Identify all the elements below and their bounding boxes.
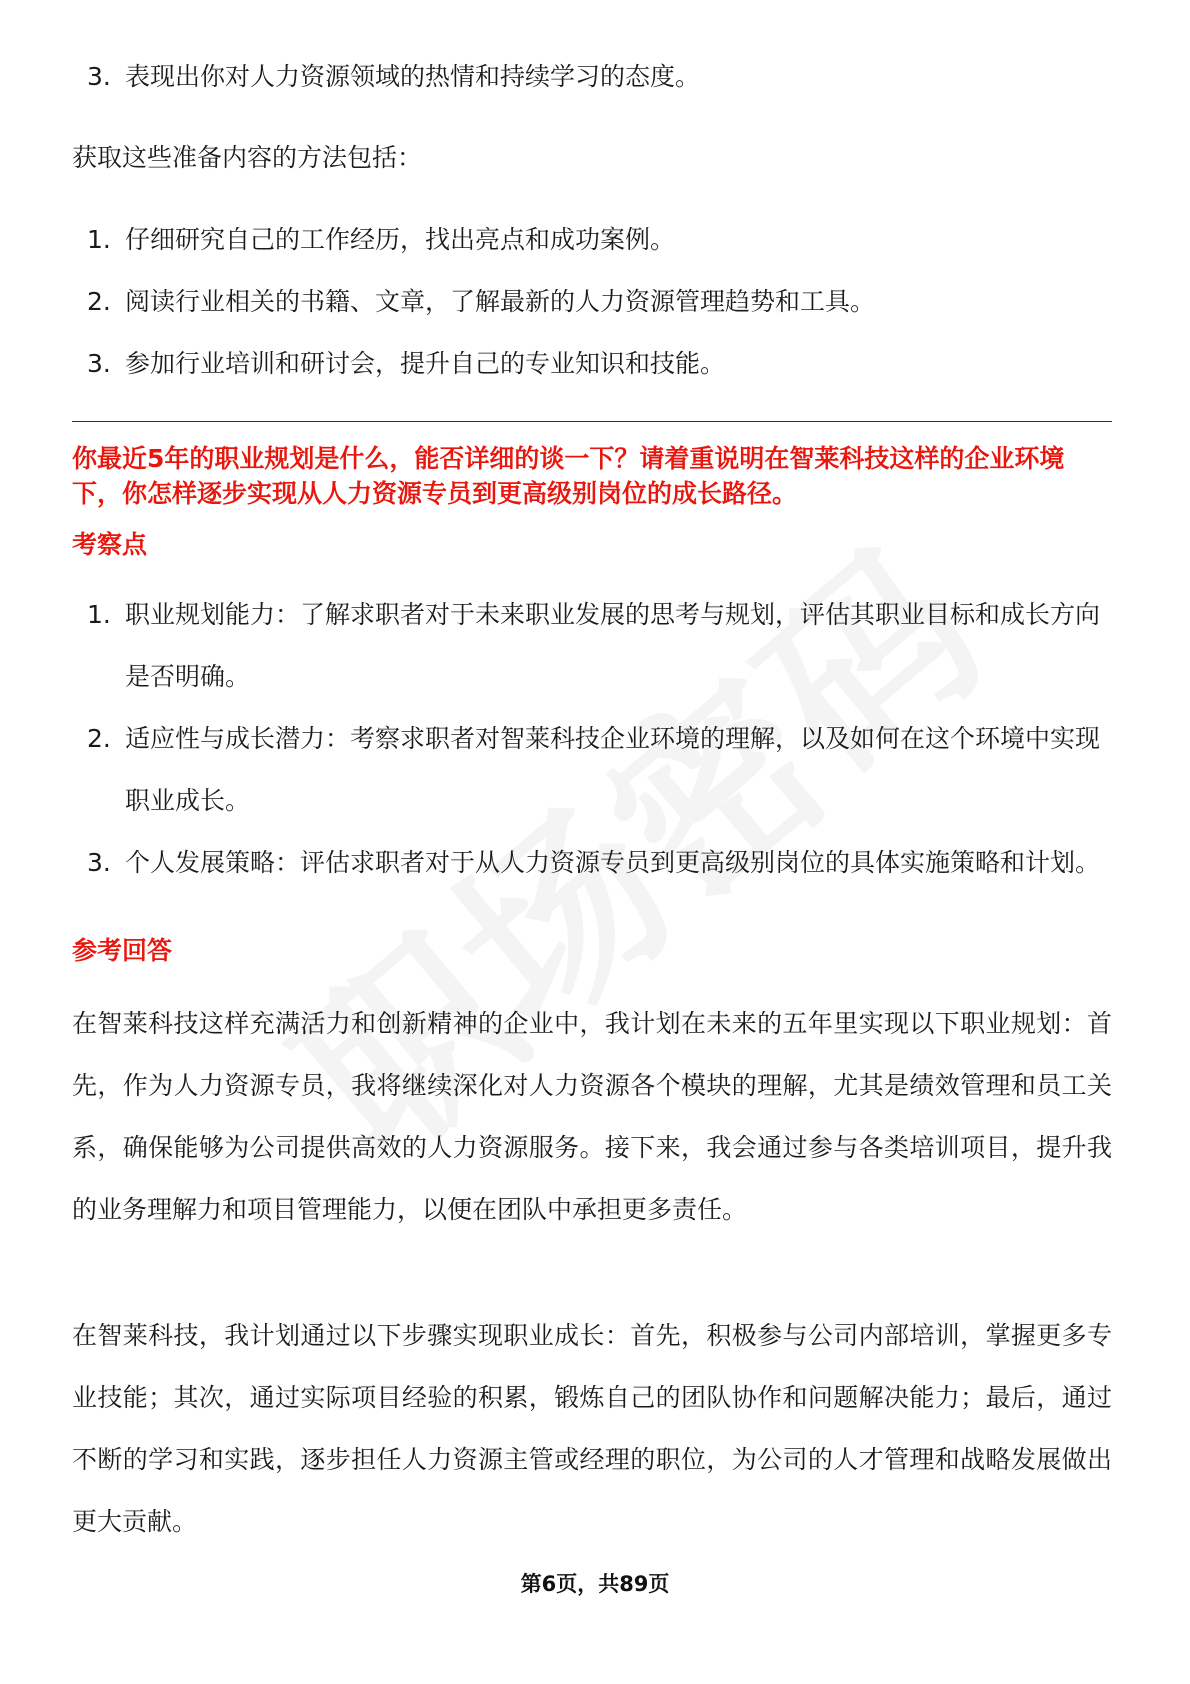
assess-heading: 考察点: [72, 530, 148, 559]
list-number: 1.: [87, 225, 111, 254]
list-item: [72, 349, 1112, 379]
divider: [72, 421, 1112, 422]
assess-list: [72, 584, 1112, 894]
methods-intro: 获取这些准备内容的方法包括：: [72, 143, 423, 172]
methods-list: [72, 225, 1112, 411]
list-number: 2.: [87, 287, 111, 316]
list-item: [72, 584, 1112, 708]
list-item: [72, 225, 1112, 255]
question-text: 你最近5年的职业规划是什么，能否详细的谈一下？请着重说明在智莱科技这样的企业环境下，你怎样逐步实现从人力资源专员到更高级别岗位的成长路径。: [72, 444, 1065, 508]
list-text: 仔细研究自己的工作经历，找出亮点和成功案例。: [125, 225, 676, 254]
list-item: [72, 287, 1112, 317]
answer-paragraph: 在智莱科技这样充满活力和创新精神的企业中，我计划在未来的五年里实现以下职业规划：首先，作为人力资源专员，我将继续深化对人力资源各个模块的理解，尤其是绩效管理和员工关系，确保能够为公司提供高效的人力资源服务。接下来，我会通过参与各类培训项目，提升我的业务理解力和项目管理能力，以便在团队中承担更多责任。: [72, 1009, 1112, 1224]
list-number: 2.: [87, 724, 111, 753]
list-item: [72, 62, 1112, 92]
list-number: 3.: [87, 848, 111, 877]
list-text: 参加行业培训和研讨会，提升自己的专业知识和技能。: [125, 349, 726, 378]
list-text: 阅读行业相关的书籍、文章，了解最新的人力资源管理趋势和工具。: [125, 287, 876, 316]
answer-heading: 参考回答: [72, 936, 173, 965]
list-number: 1.: [87, 600, 111, 629]
list-text: 个人发展策略：评估求职者对于从人力资源专员到更高级别岗位的具体实施策略和计划。: [125, 848, 1101, 877]
list-text: 表现出你对人力资源领域的热情和持续学习的态度。: [125, 62, 701, 91]
list-number: 3.: [87, 62, 111, 91]
list-item: [72, 708, 1112, 832]
answer-paragraph: 在智莱科技，我计划通过以下步骤实现职业成长：首先，积极参与公司内部培训，掌握更多专业技能；其次，通过实际项目经验的积累，锻炼自己的团队协作和问题解决能力；最后，通过不断的学习和实践，逐步担任人力资源主管或经理的职位，为公司的人才管理和战略发展做出更大贡献。: [72, 1321, 1112, 1536]
list-text: 适应性与成长潜力：考察求职者对智莱科技企业环境的理解，以及如何在这个环境中实现职业成长。: [125, 724, 1101, 815]
top-list: [72, 62, 1112, 92]
list-number: 3.: [87, 349, 111, 378]
list-item: [72, 832, 1112, 894]
list-text: 职业规划能力：了解求职者对于未来职业发展的思考与规划，评估其职业目标和成长方向是否明确。: [125, 600, 1101, 691]
document-page: [72, 0, 1112, 1684]
page-number: 第6页，共89页: [520, 1572, 670, 1596]
